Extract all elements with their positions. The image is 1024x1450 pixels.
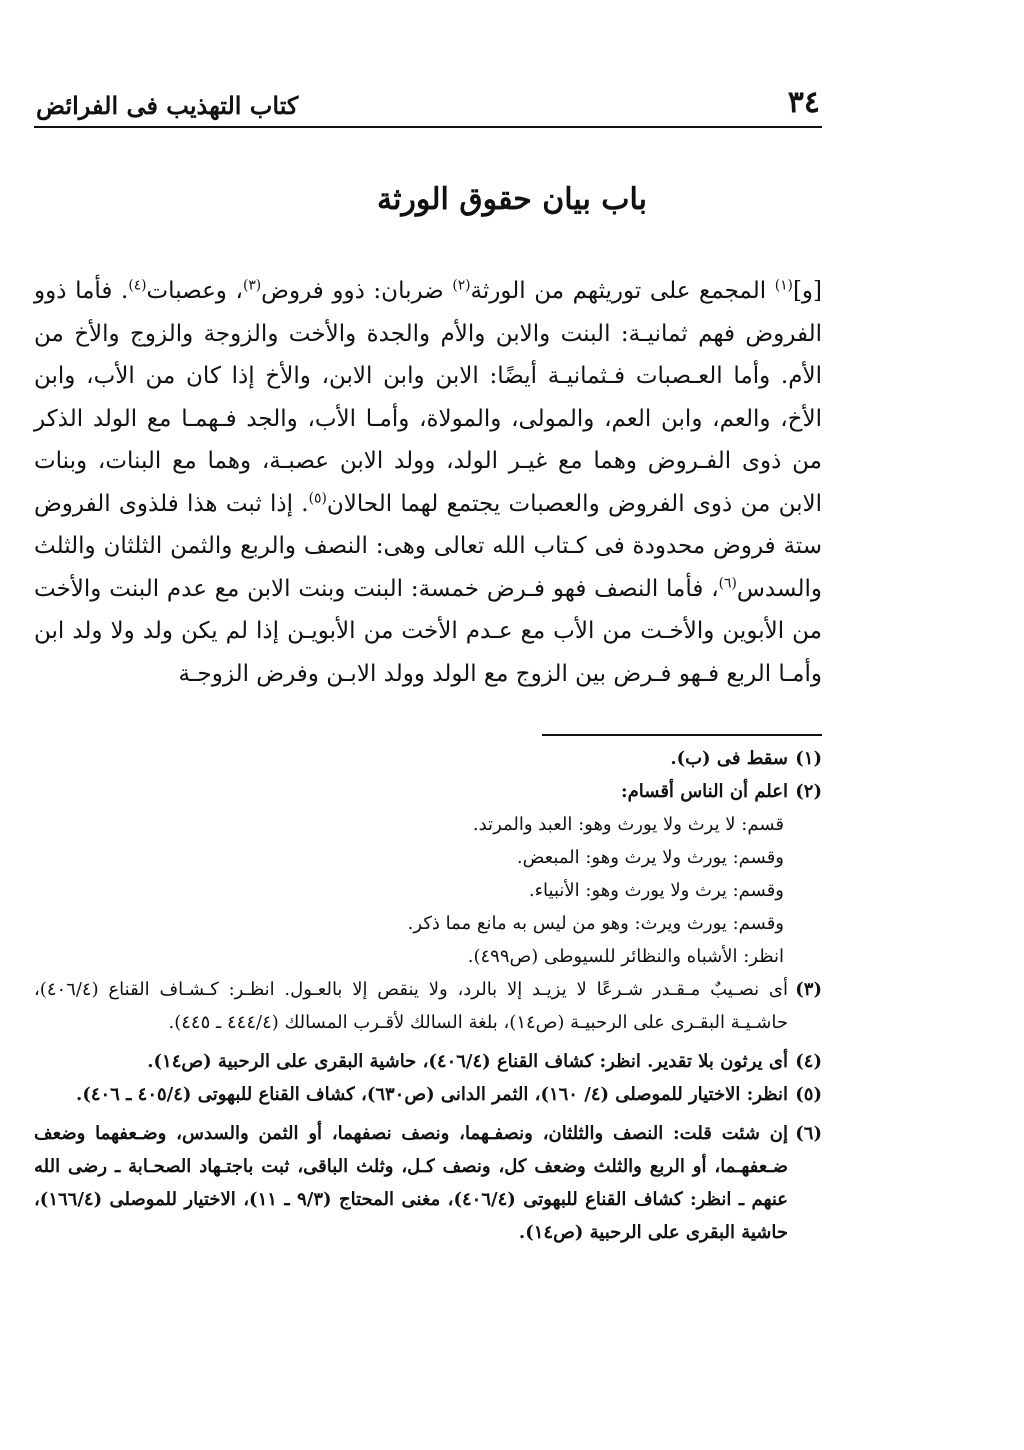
footnote-ref-6[interactable]: (٦) (718, 574, 737, 591)
footnote-text: سقط فى (ب). (670, 748, 788, 769)
footnote-2-sublines (34, 808, 822, 973)
footnote-number: (٤) (795, 1051, 822, 1072)
body-text-run: ضربان: ذوو فروض (261, 278, 453, 304)
footnote-number: (٢) (795, 781, 822, 802)
body-text (34, 270, 822, 695)
body-paragraph (34, 270, 822, 695)
footnote-text: أى نصـيبٌ مـقـدر شـرعًا لا يزيـد إلا بالرد، ولا ينقص إلا بالعـول. انظـر: كـشـاف القناع (٤٠٦/٤)، حاشـيـة البقـرى على الرحبيـة (ص١٤)، بلغة السالك لأقـرب المسالك (٤٤٤/٤ ـ ٤٤٥). (34, 979, 788, 1033)
footnote-ref-3[interactable]: (٣) (242, 277, 262, 294)
footnote-4 (34, 1045, 822, 1078)
footnote-separator (542, 734, 822, 736)
body-text-run: ، وعصبات (146, 278, 243, 304)
footnote-number: (١) (795, 748, 822, 769)
footnote-ref-2[interactable]: (٢) (452, 277, 471, 294)
footnote-text: إن شئت قلت: النصف والثلثان، ونصفـهما، ونصف نصفهما، أو الثمن والسدس، وضـعفهما وضعف ضـعفهـما، أو الربع والثلث وضعف كل، ونصف كـل، وثلث الباقى، ثبت باجتـهاد الصحـابة ـ رضى الله عنهم ـ انظر: كشاف القناع للبهوتى (٤٠٦/٤)، مغنى المحتاج (٩/٣ ـ ١١)، الاختيار للموصلى (١٦٦/٤)، حاشية البقرى على الرحبية (ص١٤). (34, 1123, 788, 1243)
body-text-run: ، فأما النصف فهو فـرض خمسة: البنت وبنت الابن مع عدم البنت والأخت من الأبوين والأخـت من الأب مع عـدم الأخت من الأبويـن إذا لم يكن ولد ولا ولد ابن وأمـا الربع فـهو فـرض بين الزوج مع الولد وولد الابـن وفرض الزوجـة (34, 575, 822, 687)
footnote-number: (٥) (795, 1084, 822, 1105)
running-title: كتاب التهذيب فى الفرائض (36, 91, 299, 120)
footnote-number: (٦) (795, 1123, 822, 1144)
footnote-text: أى يرثون بلا تقدير. انظر: كشاف القناع (٤٠٦/٤)، حاشية البقرى على الرحبية (ص١٤). (147, 1051, 788, 1072)
page-number: ٣٤ (787, 85, 820, 120)
footnote-ref-1[interactable]: (١) (774, 277, 793, 294)
body-text-run: . فأما ذوو الفروض فهم ثمانيـة: البنت والابن والأم والجدة والأخت والزوجة والزوج والأخ من الأم. وأما العـصبات فـثمانيـة أيضًا: الابن وابن الابن، والأخ إذا كان من الأب، وابن الأخ، والعم، وابن العم، والمولى، والمولاة، وأمـا الأب، والجد فـهمـا مع الولد الذكر من ذوى الفـروض وهما مع غيـر الولد، وولد الابن عصبـة، وهما مع البنات، وبنات الابن من ذوى الفروض والعصبات يجتمع لهما الحالان (34, 278, 822, 517)
footnote-3 (34, 973, 822, 1039)
footnote-ref-5[interactable]: (٥) (308, 489, 327, 506)
footnote-5 (34, 1078, 822, 1111)
footnote-1 (34, 742, 822, 775)
footnote-subline: وقسم: يورث ولا يرث وهو: المبعض. (516, 847, 784, 868)
footnote-ref-4[interactable]: (٤) (128, 277, 147, 294)
footnote-subline: وقسم: يورث ويرث: وهو من ليس به مانع مما ذكر. (407, 913, 784, 934)
footnote-6 (34, 1117, 822, 1249)
chapter-title: باب بيان حقوق الورثة (376, 182, 648, 217)
footnotes (34, 742, 822, 1249)
page-header (34, 84, 822, 128)
body-bracket-text: [و] (792, 278, 822, 304)
footnote-text: انظر: الاختيار للموصلى (٤/ ١٦٠)، الثمر الدانى (ص٦٣٠)، كشاف القناع للبهوتى (٤٠٥/٤ ـ ٤٠٦). (76, 1084, 788, 1105)
body-text-run: . إذا ثبت هذا فلذوى الفروض ستة فروض محدودة فى كـتاب الله تعالى وهى: النصف والربع والثمن الثلثان والثلث والسدس (34, 490, 822, 602)
footnote-number: (٣) (795, 979, 822, 1000)
footnote-subline: انظر: الأشباه والنظائر للسيوطى (ص٤٩٩). (467, 946, 784, 967)
footnote-subline: وقسم: يرث ولا يورث وهو: الأنبياء. (528, 880, 784, 901)
footnote-subline: قسم: لا يرث ولا يورث وهو: العبد والمرتد. (472, 814, 784, 835)
body-text-run: المجمع على توريثهم من الورثة (470, 278, 775, 304)
footnote-text: اعلم أن الناس أقسام: (620, 781, 788, 802)
footnote-2 (34, 775, 822, 808)
